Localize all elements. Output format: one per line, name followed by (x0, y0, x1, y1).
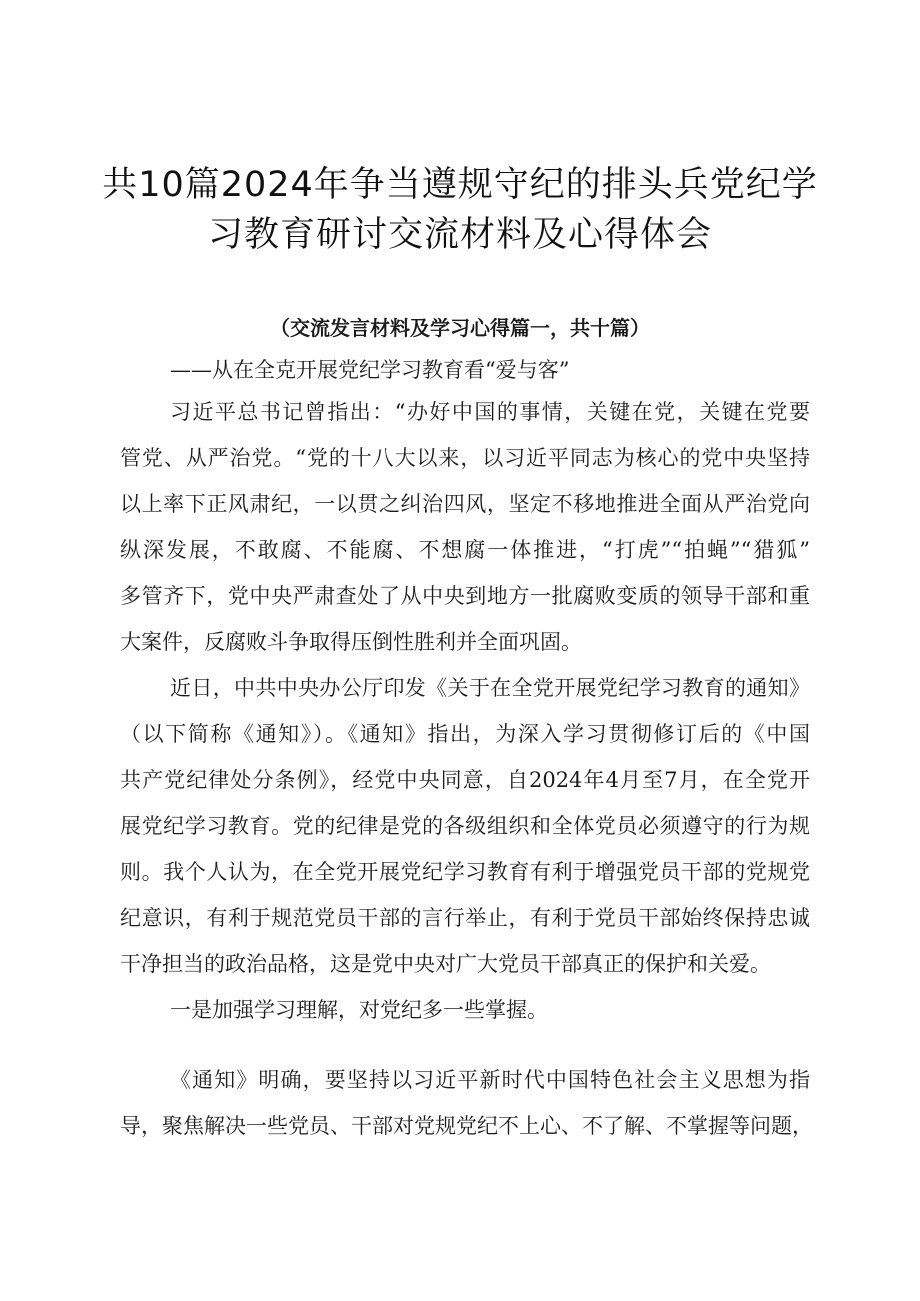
paragraph-2-line: 近日，中共中央办公厅印发《关于在全党开展党纪学习教育的通知》 (170, 676, 810, 700)
paragraph-1-line: 多管齐下，党中央严肃查处了从中央到地方一批腐败变质的领导干部和重 (120, 584, 810, 608)
paragraph-2-line: 则。我个人认为，在全党开展党纪学习教育有利于增强党员干部的党规党 (120, 860, 810, 884)
paragraph-2-line: 干净担当的政治品格，这是党中央对广大党员干部真正的保护和关爱。 (120, 952, 771, 976)
section-heading: 一是加强学习理解，对党纪多一些掌握。 (170, 998, 548, 1022)
paragraph-2-line: 纪意识，有利于规范党员干部的言行举止，有利于党员干部始终保持忠诚 (120, 906, 810, 930)
document-subtitle: （交流发言材料及学习心得篇一，共十篇） (270, 316, 650, 340)
paragraph-3-line: 《通知》明确，要坚持以习近平新时代中国特色社会主义思想为指 (170, 1068, 810, 1092)
paragraph-1-line: 纵深发展，不敢腐、不能腐、不想腐一体推进，“打虎”“拍蝇”“猎狐” (120, 538, 810, 562)
paragraph-1-line: 习近平总书记曾指出：“办好中国的事情，关键在党，关键在党要 (170, 400, 810, 424)
paragraph-2-line: （以下简称《通知》）。《通知》指出，为深入学习贯彻修订后的《中国 (120, 722, 810, 746)
paragraph-1-line: 管党、从严治党。“党的十八大以来，以习近平同志为核心的党中央坚持 (120, 446, 810, 470)
document-tagline: ——从在全克开展党纪学习教育看“爱与客” (170, 358, 570, 382)
paragraph-1-line: 以上率下正风肃纪，一以贯之纠治四风，坚定不移地推进全面从严治党向 (120, 492, 810, 516)
document-title-line-2: 习教育研讨交流材料及心得体会 (207, 215, 712, 255)
paragraph-2-line: 展党纪学习教育。党的纪律是党的各级组织和全体党员必须遵守的行为规 (120, 814, 810, 838)
document-title-line-1: 共10篇2024年争当遵规守纪的排头兵党纪学 (102, 165, 818, 205)
paragraph-1-line: 大案件，反腐败斗争取得压倒性胜利并全面巩固。 (120, 630, 582, 654)
paragraph-2-line: 共产党纪律处分条例》，经党中央同意，自2024年4月至7月，在全党开 (120, 768, 810, 792)
paragraph-3-line: 导，聚焦解决一些党员、干部对党规党纪不上心、不了解、不掌握等问题， (120, 1114, 813, 1138)
